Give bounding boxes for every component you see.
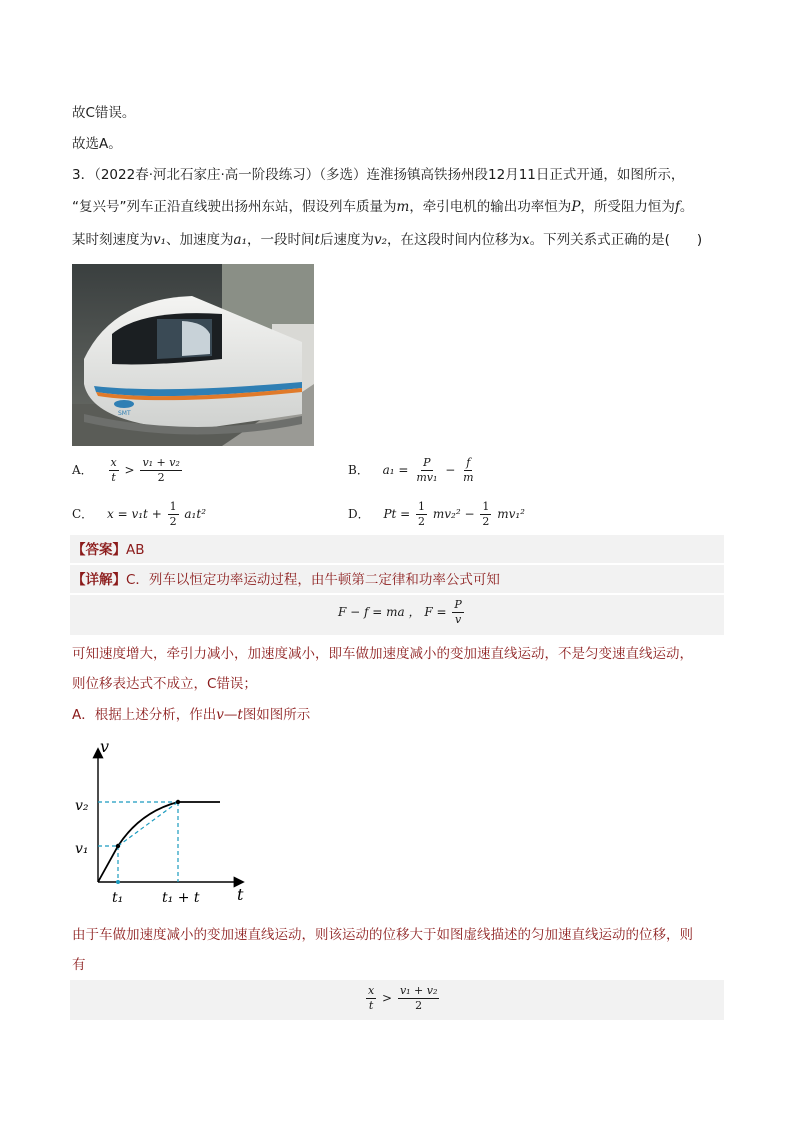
question-header: 3．（2022春·河北石家庄·高一阶段练习）（多选）连淮扬镇高铁扬州段12月11日正式开通，如图所示， <box>72 167 685 183</box>
v-axis-label: v <box>100 737 110 756</box>
force-equation: F − f = ma ， F = $\frac{P}{v}$ <box>338 598 462 626</box>
uniform-accel-dashed <box>118 802 178 846</box>
answer-shade <box>70 535 724 563</box>
point-t1 <box>116 844 120 848</box>
detail-line: 【详解】C．列车以恒定功率运动过程，由牛顿第二定律和功率公式可知 <box>72 572 500 588</box>
para1-line1: 可知速度增大，牵引力减小，加速度减小，即车做加速度减小的变加速直线运动，不是匀变速直线运动， <box>72 646 693 662</box>
vt-graph <box>72 736 252 912</box>
train-photo <box>72 264 314 446</box>
question-line-2: “复兴号”列车正沿直线驶出扬州东站，假设列车质量为m，牵引电机的输出功率恒为P，所受阻力恒为f。 <box>72 199 694 215</box>
v2-label: v₂ <box>75 798 89 814</box>
t-axis-label: t <box>237 885 244 904</box>
para3-line1: 由于车做加速度减小的变加速直线运动，则该运动的位移大于如图虚线描述的匀加速直线运动的位移，则 <box>72 927 693 943</box>
para3-line2: 有 <box>72 957 86 973</box>
option-c[interactable]: C． x = v₁t + $\frac{1}{2}$ a₁t² <box>72 500 207 528</box>
para1-line2: 则位移表达式不成立，C错误； <box>72 676 257 692</box>
question-line-3: 某时刻速度为v₁、加速度为a₁，一段时间t后速度为v₂，在这段时间内位移为x。下列关系式正确的是( ) <box>72 232 703 248</box>
t1-plus-t-label: t₁ + t <box>162 890 200 906</box>
tick-t1 <box>116 880 120 884</box>
option-d[interactable]: D． Pt = $\frac{1}{2}$ mv₂² − $\frac{1}{2}$ mv₁² <box>348 500 525 528</box>
answer-line: 【答案】AB <box>72 542 145 558</box>
smt-logo: SMT <box>118 410 131 417</box>
option-a[interactable]: A． $\frac{x}{t}$ > $\frac{\text{v₁ + v₂}}{2}$ <box>72 456 180 484</box>
point-t1t <box>176 800 180 804</box>
t1-label: t₁ <box>112 890 124 906</box>
final-equation: $\frac{x}{t}$ > $\frac{\text{v₁ + v₂}}{2}$ <box>368 984 438 1012</box>
velocity-curve <box>98 802 220 882</box>
line-c-wrong: 故C错误。 <box>72 105 136 121</box>
line-choose-a: 故选A。 <box>72 136 122 152</box>
para2-line: A．根据上述分析，作出v—t图如图所示 <box>72 707 311 723</box>
option-b[interactable]: B． a₁ = $\frac{P}{\text{mv₁}}$ − $\frac{f}{m}$ <box>348 456 474 484</box>
v1-label: v₁ <box>75 841 89 857</box>
